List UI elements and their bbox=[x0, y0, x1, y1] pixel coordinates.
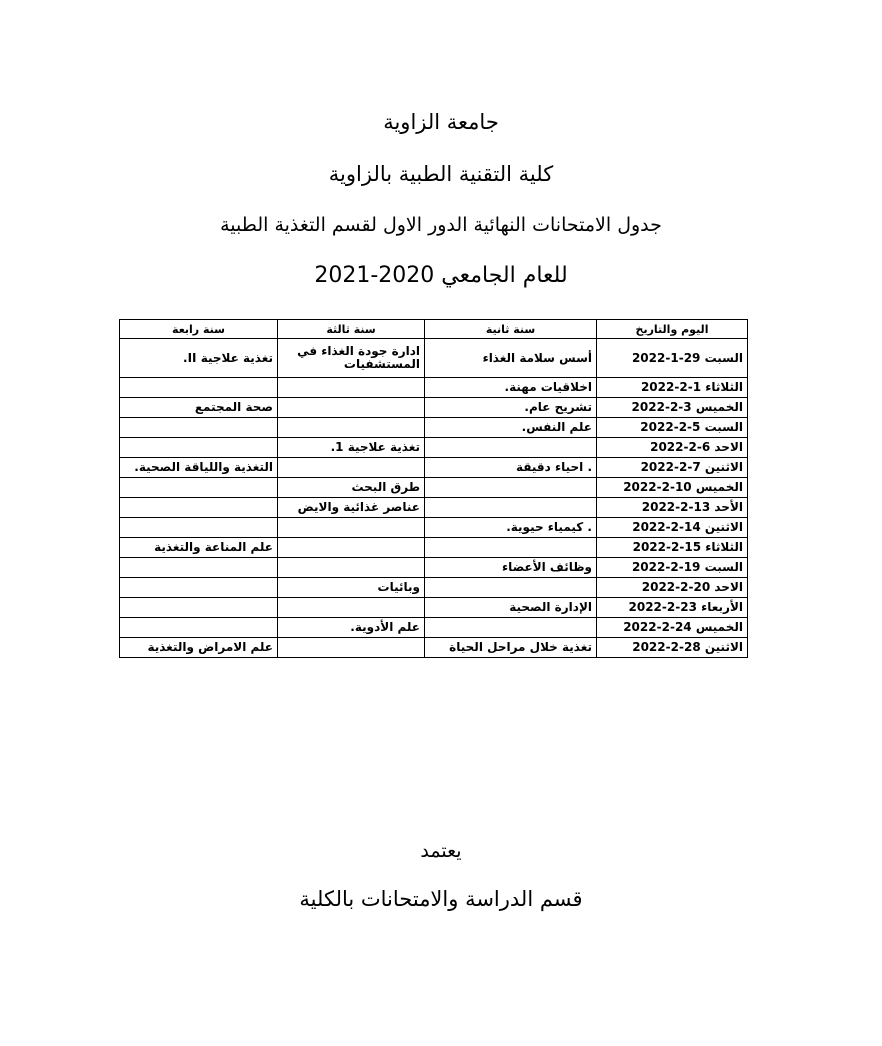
cell-fourth-year: علم المناعة والتغذية bbox=[120, 538, 278, 558]
column-header-fourth-year: سنة رابعة bbox=[120, 320, 278, 339]
table-row bbox=[120, 638, 748, 658]
cell-fourth-year bbox=[120, 618, 278, 638]
table-row bbox=[120, 558, 748, 578]
cell-second-year: علم النفس. bbox=[425, 418, 597, 438]
cell-fourth-year bbox=[120, 598, 278, 618]
table-row bbox=[120, 458, 748, 478]
table-row bbox=[120, 518, 748, 538]
cell-date: الأربعاء 23-2-2022 bbox=[597, 598, 748, 618]
table-row bbox=[120, 618, 748, 638]
cell-second-year: . احياء دقيقة bbox=[425, 458, 597, 478]
cell-fourth-year bbox=[120, 478, 278, 498]
cell-second-year bbox=[425, 498, 597, 518]
cell-date: الاثنين 28-2-2022 bbox=[597, 638, 748, 658]
cell-fourth-year bbox=[120, 378, 278, 398]
cell-third-year: ادارة جودة الغذاء في المستشفيات bbox=[278, 339, 425, 378]
cell-date: الثلاثاء 1-2-2022 bbox=[597, 378, 748, 398]
table-row bbox=[120, 598, 748, 618]
table-row bbox=[120, 478, 748, 498]
cell-third-year: علم الأدوية. bbox=[278, 618, 425, 638]
cell-fourth-year bbox=[120, 558, 278, 578]
cell-second-year: اخلاقيات مهنة. bbox=[425, 378, 597, 398]
cell-fourth-year bbox=[120, 418, 278, 438]
cell-fourth-year: علم الامراض والتغذية bbox=[120, 638, 278, 658]
cell-third-year: طرق البحث bbox=[278, 478, 425, 498]
cell-third-year bbox=[278, 518, 425, 538]
cell-third-year bbox=[278, 538, 425, 558]
cell-date: الاحد 6-2-2022 bbox=[597, 438, 748, 458]
cell-fourth-year bbox=[120, 438, 278, 458]
table-row bbox=[120, 339, 748, 378]
cell-third-year bbox=[278, 598, 425, 618]
column-header-third-year: سنة ثالثة bbox=[278, 320, 425, 339]
cell-third-year: تغذية علاجية 1. bbox=[278, 438, 425, 458]
cell-date: الاثنين 7-2-2022 bbox=[597, 458, 748, 478]
cell-third-year bbox=[278, 398, 425, 418]
cell-second-year: أسس سلامة الغذاء bbox=[425, 339, 597, 378]
cell-third-year bbox=[278, 418, 425, 438]
table-row bbox=[120, 398, 748, 418]
table-row bbox=[120, 378, 748, 398]
cell-third-year: وبائيات bbox=[278, 578, 425, 598]
cell-second-year bbox=[425, 438, 597, 458]
cell-date: الاحد 20-2-2022 bbox=[597, 578, 748, 598]
cell-second-year: . كيمياء حيوية. bbox=[425, 518, 597, 538]
cell-fourth-year bbox=[120, 518, 278, 538]
cell-third-year bbox=[278, 558, 425, 578]
cell-second-year bbox=[425, 478, 597, 498]
cell-fourth-year: تغذية علاجية II. bbox=[120, 339, 278, 378]
cell-third-year bbox=[278, 638, 425, 658]
academic-year: للعام الجامعي 2020-2021 bbox=[314, 263, 568, 288]
table-header-row bbox=[120, 320, 748, 339]
college-name: كلية التقنية الطبية بالزاوية bbox=[328, 162, 554, 186]
cell-date: الخميس 3-2-2022 bbox=[597, 398, 748, 418]
cell-fourth-year: التغذية واللياقة الصحية. bbox=[120, 458, 278, 478]
approving-department: قسم الدراسة والامتحانات بالكلية bbox=[299, 887, 583, 911]
exam-schedule-table bbox=[119, 319, 748, 658]
university-name: جامعة الزاوية bbox=[383, 110, 499, 134]
cell-date: السبت 29-1-2022 bbox=[597, 339, 748, 378]
cell-second-year bbox=[425, 538, 597, 558]
cell-third-year bbox=[278, 378, 425, 398]
cell-date: الأحد 13-2-2022 bbox=[597, 498, 748, 518]
cell-date: السبت 19-2-2022 bbox=[597, 558, 748, 578]
cell-fourth-year: صحة المجتمع bbox=[120, 398, 278, 418]
cell-date: الاثنين 14-2-2022 bbox=[597, 518, 748, 538]
cell-fourth-year bbox=[120, 578, 278, 598]
cell-second-year: وظائف الأعضاء bbox=[425, 558, 597, 578]
table-row bbox=[120, 578, 748, 598]
column-header-date: اليوم والتاريخ bbox=[597, 320, 748, 339]
cell-third-year bbox=[278, 458, 425, 478]
column-header-second-year: سنة ثانية bbox=[425, 320, 597, 339]
cell-date: الخميس 10-2-2022 bbox=[597, 478, 748, 498]
cell-second-year: تغذية خلال مراحل الحياة bbox=[425, 638, 597, 658]
cell-date: الخميس 24-2-2022 bbox=[597, 618, 748, 638]
table-row bbox=[120, 498, 748, 518]
cell-fourth-year bbox=[120, 498, 278, 518]
cell-third-year: عناصر غذائية والايض bbox=[278, 498, 425, 518]
table-row bbox=[120, 418, 748, 438]
cell-second-year: الإدارة الصحية bbox=[425, 598, 597, 618]
approval-label: يعتمد bbox=[420, 840, 462, 862]
schedule-title: جدول الامتحانات النهائية الدور الاول لقسم التغذية الطبية bbox=[220, 214, 662, 236]
cell-second-year: تشريح عام. bbox=[425, 398, 597, 418]
cell-second-year bbox=[425, 618, 597, 638]
cell-second-year bbox=[425, 578, 597, 598]
table-row bbox=[120, 538, 748, 558]
table-row bbox=[120, 438, 748, 458]
cell-date: الثلاثاء 15-2-2022 bbox=[597, 538, 748, 558]
cell-date: السبت 5-2-2022 bbox=[597, 418, 748, 438]
